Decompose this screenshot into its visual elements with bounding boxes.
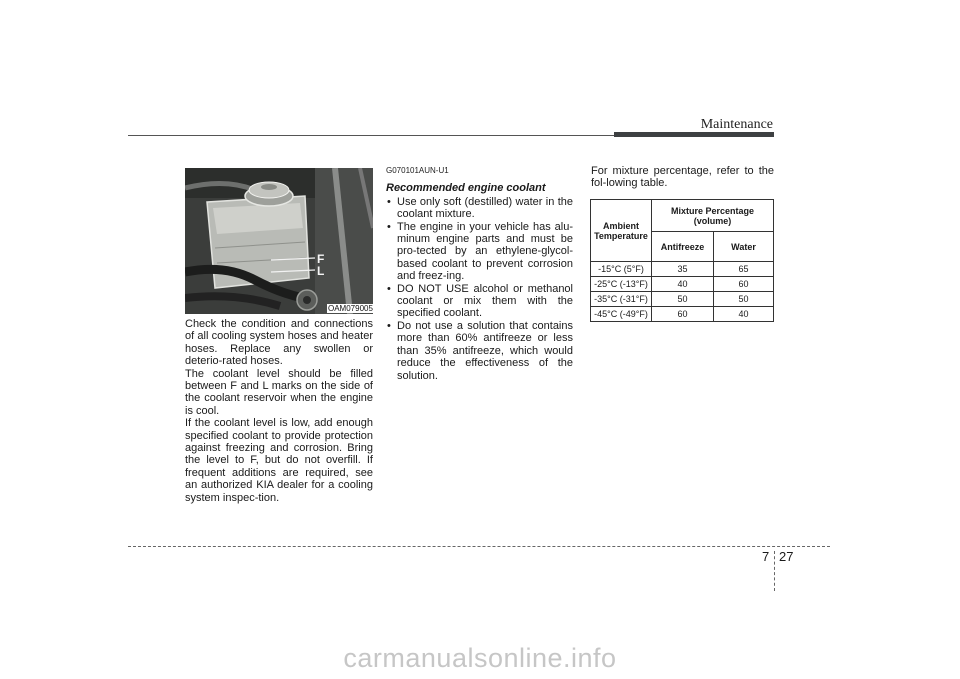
- header-mixture-percentage: Mixture Percentage (volume): [652, 200, 774, 232]
- cell-antifreeze: 50: [652, 292, 714, 307]
- cell-antifreeze: 60: [652, 307, 714, 322]
- paragraph-add-coolant: If the coolant level is low, add enough specified coolant to provide protection against freezing and corrosion. Bring the level to F, but do not overfill. If frequent additions are required, see an authorized KIA dealer for a cooling system inspec-tion.: [185, 417, 373, 504]
- header-accent-bar: [614, 132, 774, 137]
- footer-rule: [128, 546, 830, 547]
- cell-antifreeze: 40: [652, 277, 714, 292]
- table-row: [591, 262, 774, 277]
- header-water: Water: [714, 232, 774, 262]
- cell-antifreeze: 35: [652, 262, 714, 277]
- header-antifreeze: Antifreeze: [652, 232, 714, 262]
- paragraph-coolant-level: The coolant level should be filled between F and L marks on the side of the coolant reservoir when the engine is cool.: [185, 367, 373, 417]
- column-2: [386, 165, 573, 382]
- mixture-table: [590, 199, 774, 322]
- list-item: • Use only soft (destilled) water in the coolant mixture.: [386, 196, 573, 221]
- page-number: 27: [779, 549, 794, 564]
- paragraph-hose-check: Check the condition and connections of all cooling system hoses and heater hoses. Replace any swollen or deterio-rated hoses.: [185, 318, 373, 368]
- table-row: [591, 307, 774, 322]
- column-3: [591, 165, 774, 190]
- column-1: [185, 318, 373, 504]
- full-mark-label: F: [317, 252, 325, 266]
- cell-water: 60: [714, 277, 774, 292]
- table-row: [591, 277, 774, 292]
- header-ambient-temperature: Ambient Temperature: [591, 200, 652, 262]
- cell-temperature: -35°C (-31°F): [591, 292, 652, 307]
- list-item: • The engine in your vehicle has alu-minum engine parts and must be pro-tected by an ethylene-glycol-based coolant to prevent corrosion and freez-ing.: [386, 221, 573, 283]
- engine-bay-illustration: [185, 168, 373, 314]
- section-heading: Recommended engine coolant: [386, 182, 546, 195]
- low-mark-label: L: [317, 264, 325, 278]
- table-row: [591, 292, 774, 307]
- cell-temperature: -15°C (5°F): [591, 262, 652, 277]
- watermark: carmanualsonline.info: [343, 643, 617, 673]
- coolant-reservoir-photo: [185, 168, 373, 314]
- cell-temperature: -25°C (-13°F): [591, 277, 652, 292]
- section-title: Maintenance: [700, 117, 773, 132]
- cell-temperature: -45°C (-49°F): [591, 307, 652, 322]
- document-code: G070101AUN-U1: [386, 166, 449, 175]
- cell-water: 50: [714, 292, 774, 307]
- chapter-number: 7: [762, 549, 770, 564]
- list-item: • DO NOT USE alcohol or methanol coolant or mix them with the specified coolant.: [386, 283, 573, 320]
- coolant-bullet-list: [386, 196, 573, 382]
- cell-water: 40: [714, 307, 774, 322]
- page-number-divider: [774, 551, 775, 591]
- image-code: OAM079005: [328, 304, 373, 313]
- table-intro: For mixture percentage, refer to the fol-lowing table.: [591, 165, 774, 190]
- cell-water: 65: [714, 262, 774, 277]
- list-item: • Do not use a solution that contains more than 60% antifreeze or less than 35% antifreeze, which would reduce the effectiveness of the solution.: [386, 320, 573, 382]
